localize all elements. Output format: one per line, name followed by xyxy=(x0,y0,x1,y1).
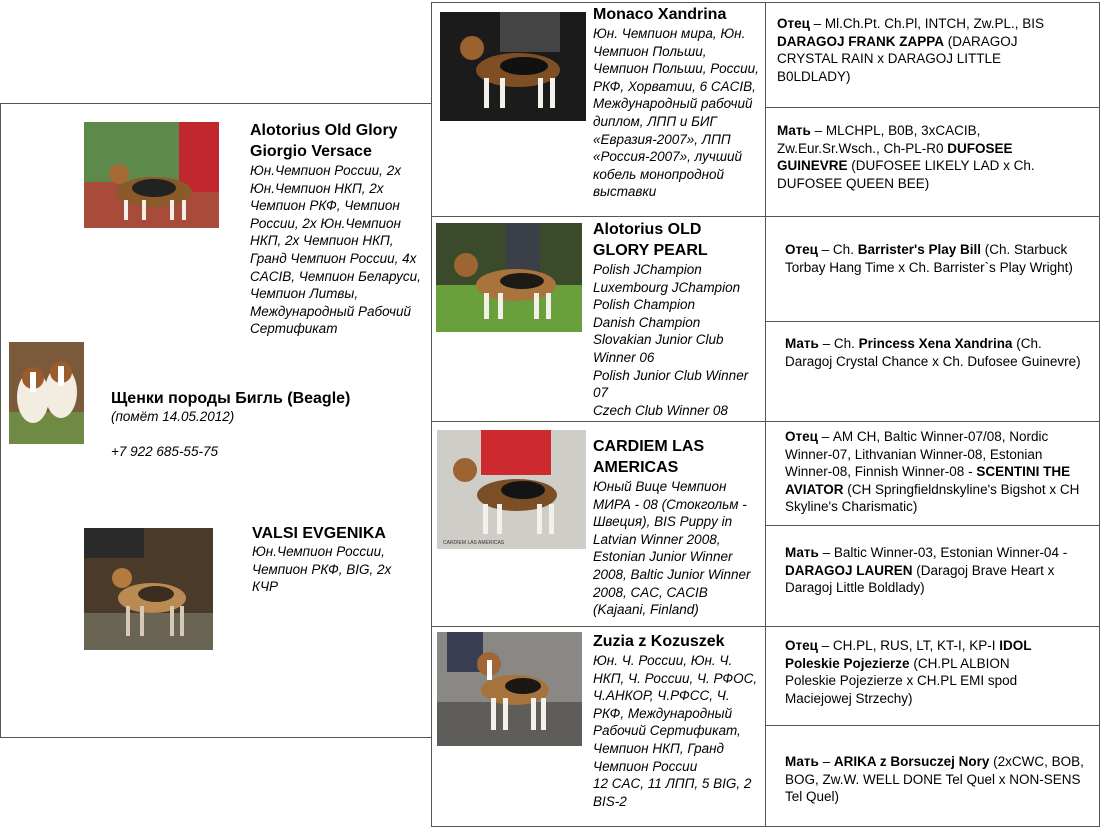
zuzia-sire: Отец – CH.PL, RUS, LT, KT-I, KP-I IDOL Poleskie Pojezierze (CH.PL ALBION Poleskie Pojezierze x CH.PL EMI spod Maciejowej Strzechy) xyxy=(785,638,1032,706)
pearl-name: Alotorius OLD GLORY PEARL xyxy=(593,221,708,259)
dam-name: Princess Xena Xandrina xyxy=(858,336,1013,351)
monaco-photo xyxy=(440,12,586,121)
monaco-titles: Юн. Чемпион мира, Юн. Чемпион Польши, Чемпион Польши, России, РКФ, Хорватии, 6 CACIB, Международный рабочий диплом, ЛПП и БИГ «Евразия-2007», ЛПП «Россия-2007», лучший кобель монопродной выставки xyxy=(593,26,759,200)
giorgio-titles: Юн.Чемпион России, 2х Юн.Чемпион НКП, 2х Чемпион РКФ, Чемпион России, 2х Юн.Чемпион НКП, 2х Чемпион НКП, Гранд Чемпион России, 4х CACIB, Чемпион Беларуси, Чемпион Литвы, Международный Рабочий Сертификат xyxy=(250,163,421,337)
sire-name: IDOL Poleskie Pojezierze xyxy=(785,638,1032,671)
giorgio-name: Alotorius Old Glory Giorgio Versace xyxy=(250,122,398,160)
valsi-name: VALSI EVGENIKA xyxy=(252,525,386,542)
parent-label: Мать xyxy=(785,754,819,769)
pearl-titles: Polish JChampion Luxembourg JChampion Polish Champion Danish Champion Slovakian Junior Club Winner 06 Polish Junior Club Winner 07 Czech Club Winner 08 xyxy=(593,262,749,418)
parent-label: Отец xyxy=(785,638,818,653)
valsi-titles: Юн.Чемпион России, Чемпион РКФ, BIG, 2х КЧР xyxy=(252,544,392,595)
zuzia-name: Zuzia z Kozuszek xyxy=(593,633,725,650)
parent-label: Отец xyxy=(777,16,810,31)
puppies-heading: Щенки породы Бигль (Beagle) xyxy=(111,390,351,407)
cardiem-dam: Мать – Baltic Winner-03, Estonian Winner-04 - DARAGOJ LAUREN (Daragoj Brave Heart x Daragoj Little Boldlady) xyxy=(785,545,1068,596)
cardiem-sire: Отец – AM CH, Baltic Winner-07/08, Nordic Winner-07, Lithvanian Winner-08, Estonian Winner-08, Finnish Winner-08 - SCENTINI THE AVIATOR (CH Springfieldnskyline's Bigshot x CH Skyline's Charismatic) xyxy=(785,429,1080,515)
valsi-photo xyxy=(84,528,213,650)
sire-name: Barrister's Play Bill xyxy=(857,242,981,257)
dam-name: ARIKA z Borsuczej Nory xyxy=(833,754,990,769)
zuzia-titles: Юн. Ч. России, Юн. Ч. НКП, Ч. России, Ч. РФОС, Ч.АНКОР, Ч.РФСС, Ч. РКФ, Международный Рабочий Сертификат, Чемпион НКП, Гранд Чемпион России 12 CAC, 11 ЛПП, 5 BIG, 2 BIS-2 xyxy=(593,653,758,809)
dam-name: DUFOSEE GUINEVRE xyxy=(777,140,1013,174)
pearl-photo xyxy=(436,223,582,332)
litter-date: (помёт 14.05.2012) xyxy=(111,409,235,424)
sire-name: DARAGOJ FRANK ZAPPA xyxy=(777,33,945,49)
parent-label: Мать xyxy=(785,545,819,560)
parent-label: Мать xyxy=(785,336,819,351)
parent-label: Отец xyxy=(785,242,818,257)
monaco-sire: Отец – Ml.Ch.Pt. Ch.Pl, INTCH, Zw.PL., BIS DARAGOJ FRANK ZAPPA (DARAGOJ CRYSTAL RAIN x DARAGOJ LITTLE B0LDLADY) xyxy=(777,16,1044,84)
monaco-dam: Мать – MLCHPL, B0B, 3xCACIB, Zw.Eur.Sr.Wsch., Ch-PL-R0 DUFOSEE GUINEVRE (DUFOSEE LIKELY LAD x Ch. DUFOSEE QUEEN BEE) xyxy=(777,123,1035,191)
parent-label: Отец xyxy=(785,429,818,444)
dam-name: DARAGOJ LAUREN xyxy=(785,562,913,578)
monaco-name: Monaco Xandrina xyxy=(593,6,727,23)
zuzia-photo xyxy=(437,632,582,746)
cardiem-photo-caption: CARDIEM LAS AMERICAS xyxy=(443,540,505,546)
pearl-sire: Отец – Ch. Barrister's Play Bill (Ch. Starbuck Torbay Hang Time x Ch. Barrister`s Play Wright) xyxy=(785,242,1073,275)
cardiem-titles: Юный Вице Чемпион МИРА - 08 (Стокгольм - Швеция), BIS Puppy in Latvian Winner 2008, Estonian Junior Winner 2008, Baltic Junior Winner 2008, CAC, CACIB (Kajaani, Finland) xyxy=(593,479,751,618)
sire-name: SCENTINI THE AVIATOR xyxy=(785,464,1071,497)
giorgio-photo xyxy=(84,122,219,228)
pearl-dam: Мать – Ch. Princess Xena Xandrina (Ch. Daragoj Crystal Chance x Ch. Dufosee Guinevre) xyxy=(785,336,1081,369)
cardiem-name: CARDIEM LAS AMERICAS xyxy=(593,438,705,476)
puppies-photo xyxy=(9,342,84,444)
zuzia-dam: Мать – ARIKA z Borsuczej Nory (2xCWC, BOB, BOG, Zw.W. WELL DONE Tel Quel x NON-SENS Tel Quel) xyxy=(785,754,1084,805)
phone-number[interactable]: +7 922 685-55-75 xyxy=(111,444,218,459)
parent-label: Мать xyxy=(777,123,811,138)
cardiem-photo xyxy=(437,430,586,549)
